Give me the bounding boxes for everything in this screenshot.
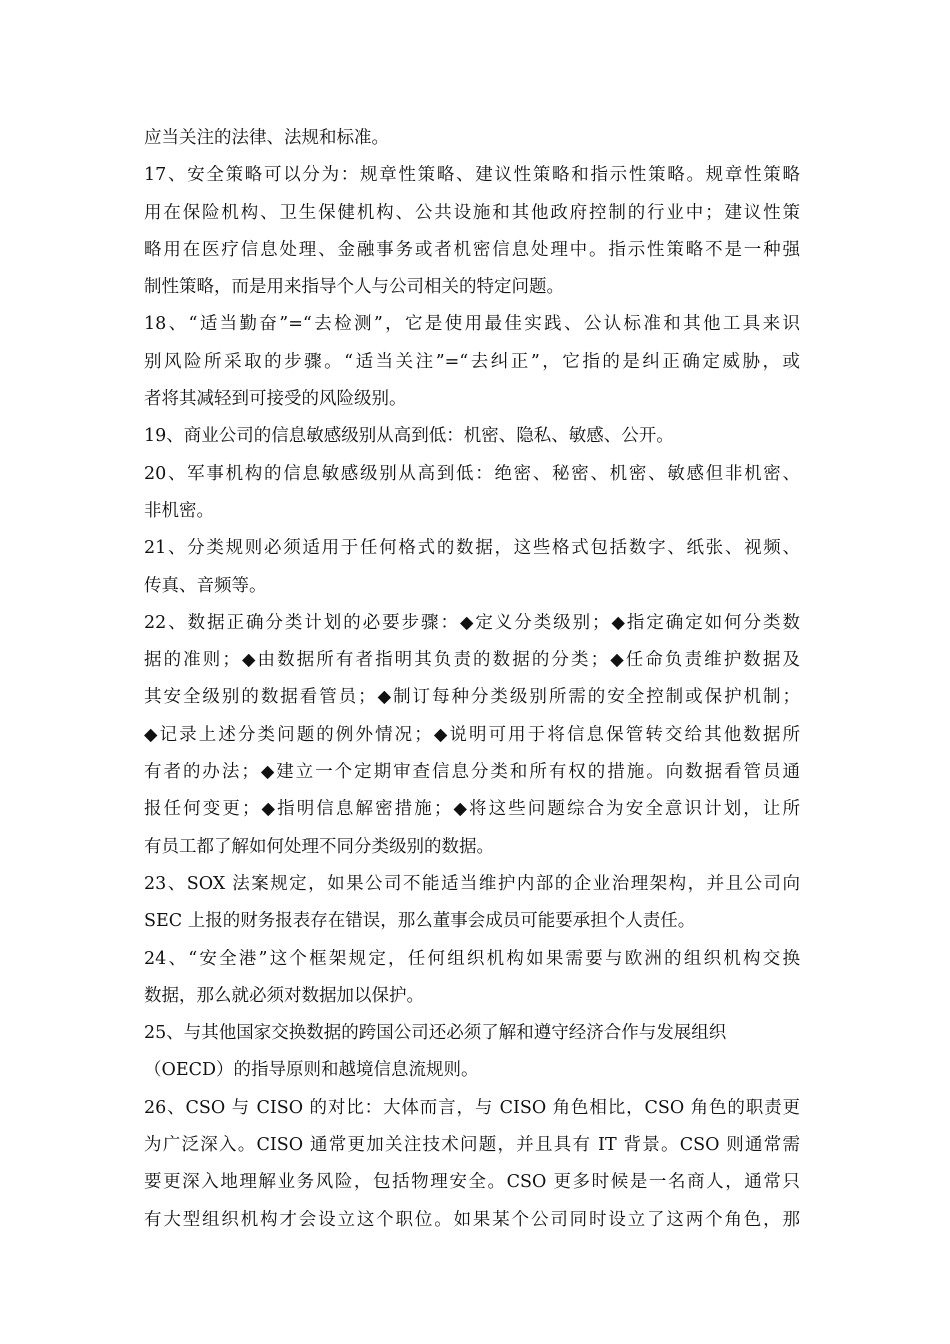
document-body <box>144 120 800 1239</box>
text-line: 有员工都了解如何处理不同分类级别的数据。 <box>144 836 494 857</box>
text-line: 别风险所采取的步骤。“适当关注”=“去纠正”，它指的是纠正确定威胁，或 <box>144 351 800 372</box>
text-line: 非机密。 <box>144 500 214 521</box>
text-line: 为广泛深入。CISO 通常更加关注技术问题，并且具有 IT 背景。CSO 则通常需 <box>144 1135 800 1156</box>
text-line: 22、数据正确分类计划的必要步骤：◆定义分类级别；◆指定确定如何分类数 <box>144 612 800 633</box>
text-line: 19、商业公司的信息敏感级别从高到低：机密、隐私、敏感、公开。 <box>144 426 674 447</box>
text-line: ◆记录上述分类问题的例外情况；◆说明可用于将信息保管转交给其他数据所 <box>144 724 800 745</box>
text-line: 者将其减轻到可接受的风险级别。 <box>144 389 407 410</box>
text-line: 制性策略，而是用来指导个人与公司相关的特定问题。 <box>144 277 564 298</box>
text-line: 23、SOX 法案规定，如果公司不能适当维护内部的企业治理架构，并且公司向 <box>144 873 800 894</box>
text-line: 据的准则；◆由数据所有者指明其负责的数据的分类；◆任命负责维护数据及 <box>144 650 800 671</box>
text-line: 17、安全策略可以分为：规章性策略、建议性策略和指示性策略。规章性策略 <box>144 165 800 186</box>
text-line: 有大型组织机构才会设立这个职位。如果某个公司同时设立了这两个角色，那 <box>144 1209 800 1230</box>
text-line: 24、“安全港”这个框架规定，任何组织机构如果需要与欧洲的组织机构交换 <box>144 948 800 969</box>
text-line: 略用在医疗信息处理、金融事务或者机密信息处理中。指示性策略不是一种强 <box>144 239 800 260</box>
text-line: 26、CSO 与 CISO 的对比：大体而言，与 CISO 角色相比，CSO 角色的职责更 <box>144 1097 800 1118</box>
text-line: 20、军事机构的信息敏感级别从高到低：绝密、秘密、机密、敏感但非机密、 <box>144 463 800 484</box>
text-line: 要更深入地理解业务风险，包括物理安全。CSO 更多时候是一名商人，通常只 <box>144 1172 800 1193</box>
text-line: 其安全级别的数据看管员；◆制订每种分类级别所需的安全控制或保护机制； <box>144 687 800 708</box>
text-line: 数据，那么就必须对数据加以保护。 <box>144 985 424 1006</box>
text-line: SEC 上报的财务报表存在错误，那么董事会成员可能要承担个人责任。 <box>144 911 696 932</box>
text-line: 18、“适当勤奋”=“去检测”，它是使用最佳实践、公认标准和其他工具来识 <box>144 314 800 335</box>
text-line: 用在保险机构、卫生保健机构、公共设施和其他政府控制的行业中；建议性策 <box>144 202 800 223</box>
text-line: 传真、音频等。 <box>144 575 267 596</box>
text-line: 21、分类规则必须适用于任何格式的数据，这些格式包括数字、纸张、视频、 <box>144 538 800 559</box>
text-line: 报任何变更；◆指明信息解密措施；◆将这些问题综合为安全意识计划，让所 <box>144 799 800 820</box>
text-line: 应当关注的法律、法规和标准。 <box>144 128 389 148</box>
text-line: 25、与其他国家交换数据的跨国公司还必须了解和遵守经济合作与发展组织 <box>144 1023 727 1044</box>
text-line: 有者的办法；◆建立一个定期审查信息分类和所有权的措施。向数据看管员通 <box>144 762 800 783</box>
text-line: （OECD）的指导原则和越境信息流规则。 <box>144 1060 479 1081</box>
